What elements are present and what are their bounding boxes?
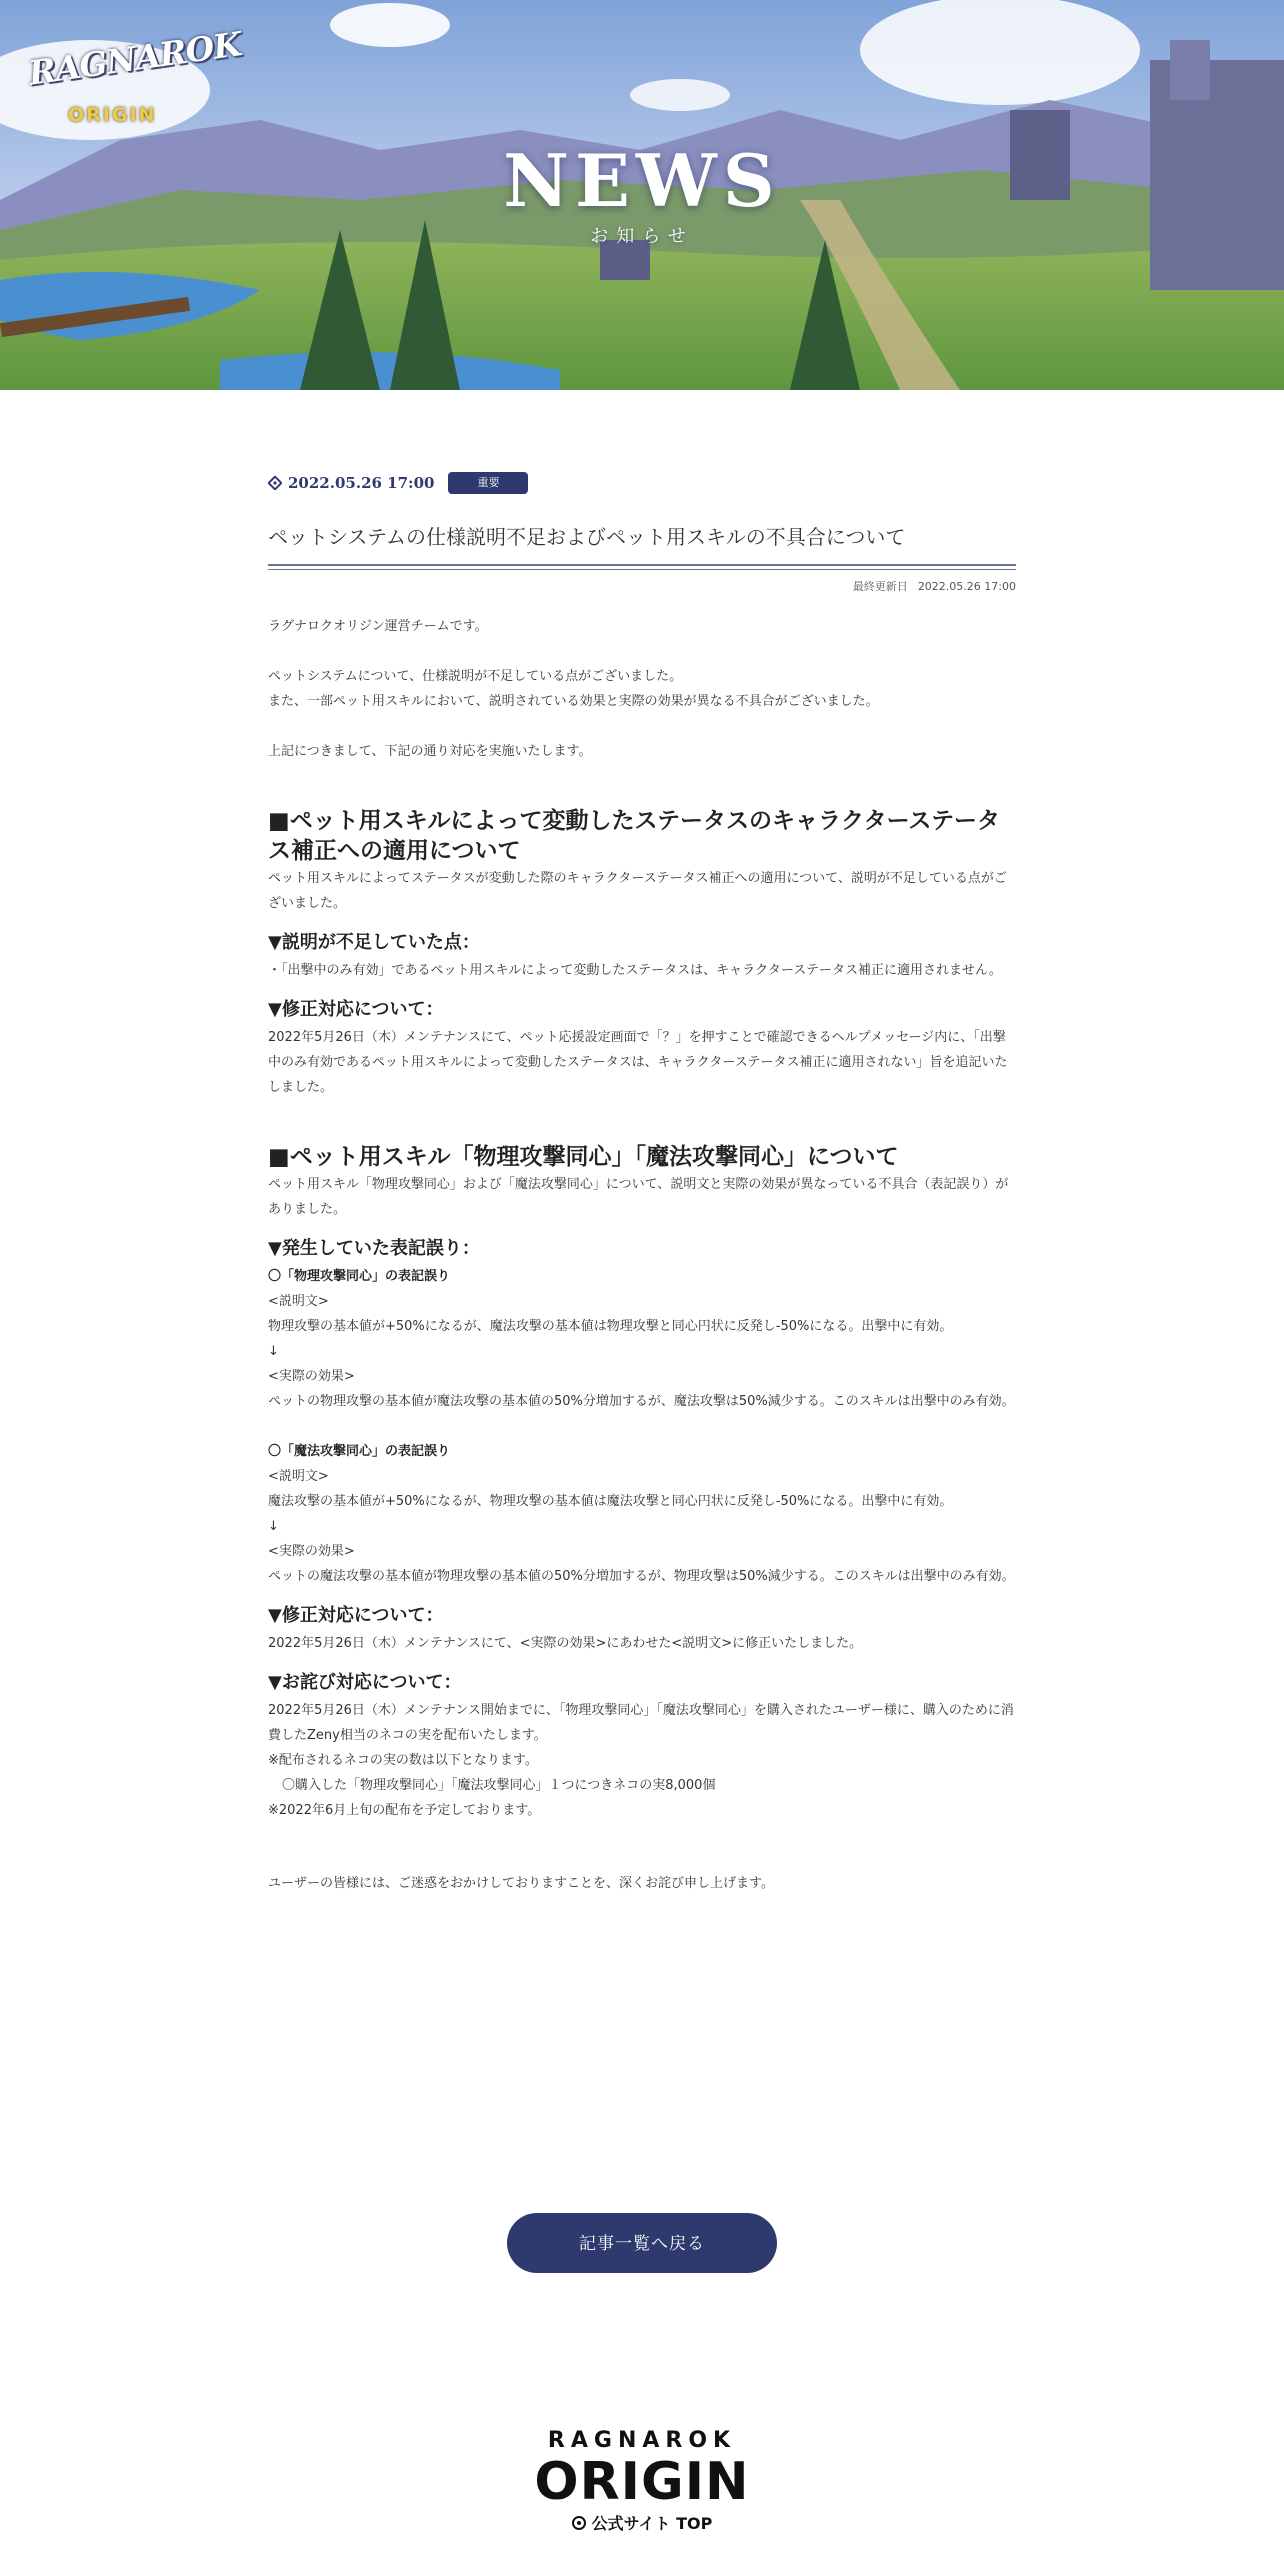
last-updated-label: 最終更新日	[852, 580, 908, 593]
intro-line: また、一部ペット用スキルにおいて、説明されている効果と実際の効果が異なる不具合がございました。	[268, 694, 879, 709]
subsection-heading: ▼説明が不足していた点：	[268, 932, 480, 953]
subsection-text: 2022年5月26日（木）メンテナンスにて、ペット応援設定画面で「？」を押すことで確認できるヘルプメッセージ内に、「出撃中のみ有効であるペット用スキルによって変動したステータスは、キャラクターステータス補正に適用されない」旨を追記いたしました。	[268, 1030, 1008, 1095]
subsection-text: 2022年5月26日（木）メンテナンスにて、<実際の効果>にあわせた<説明文>に修正いたしました。	[268, 1636, 863, 1651]
logo-subtitle: ORIGIN	[68, 104, 157, 126]
section-heading: ■ペット用スキル「物理攻撃同心」「魔法攻撃同心」について	[268, 1144, 899, 1170]
logo-wordmark: RAGNAROK	[26, 24, 244, 93]
diamond-bullet-icon	[268, 476, 282, 490]
subsection-note: 〇購入した「物理攻撃同心」「魔法攻撃同心」１つにつきネコの実8,000個	[282, 1778, 716, 1793]
subsection-heading: ▼修正対応について：	[268, 999, 444, 1020]
official-site-top-label: 公式サイト TOP	[591, 2514, 713, 2533]
actual-effect-text: ペットの物理攻撃の基本値が魔法攻撃の基本値の50%分増加するが、魔法攻撃は50%減少する。このスキルは出撃中のみ有効。	[268, 1394, 1015, 1409]
news-article	[268, 470, 1016, 1896]
error-item-title: 〇「魔法攻撃同心」の表記誤り	[268, 1444, 451, 1459]
subsection-note: ※2022年6月上旬の配布を予定しております。	[268, 1803, 541, 1818]
description-label: <説明文>	[268, 1469, 329, 1484]
description-label: <説明文>	[268, 1294, 329, 1309]
article-body	[268, 614, 1016, 1896]
last-updated-date: 2022.05.26 17:00	[917, 580, 1016, 593]
subsection-heading: ▼修正対応について：	[268, 1605, 444, 1626]
intro-line: 上記につきまして、下記の通り対応を実施いたします。	[268, 744, 592, 759]
site-logo[interactable]	[26, 24, 244, 138]
arrow-down: ↓	[268, 1344, 279, 1359]
closing-apology: ユーザーの皆様には、ご迷惑をおかけしておりますことを、深くお詫び申し上げます。	[268, 1876, 774, 1891]
actual-effect-text: ペットの魔法攻撃の基本値が物理攻撃の基本値の50%分増加するが、物理攻撃は50%減少する。このスキルは出撃中のみ有効。	[268, 1569, 1015, 1584]
actual-effect-label: <実際の効果>	[268, 1544, 355, 1559]
intro-greeting: ラグナロクオリジン運営チームです。	[268, 619, 488, 634]
footer-logo-top: RAGNAROK	[547, 2428, 737, 2453]
subsection-heading: ▼お詫び対応について：	[268, 1672, 462, 1693]
subsection-text: ・「出撃中のみ有効」であるペット用スキルによって変動したステータスは、キャラクターステータス補正に適用されません。	[268, 963, 1002, 978]
back-to-list-button[interactable]: 記事一覧へ戻る	[507, 2213, 777, 2273]
footer-logo[interactable]	[527, 2428, 757, 2538]
error-item-title: 〇「物理攻撃同心」の表記誤り	[268, 1269, 451, 1284]
subsection-note: ※配布されるネコの実の数は以下となります。	[268, 1753, 538, 1768]
article-date: 2022.05.26 17:00	[288, 474, 435, 492]
section-description: ペット用スキル「物理攻撃同心」および「魔法攻撃同心」について、説明文と実際の効果が異なっている不具合（表記誤り）がありました。	[268, 1177, 1009, 1217]
hero-banner	[0, 0, 1284, 390]
actual-effect-label: <実際の効果>	[268, 1369, 355, 1384]
article-meta	[268, 470, 1016, 496]
subsection-heading: ▼発生していた表記誤り：	[268, 1238, 480, 1259]
section-heading: ■ペット用スキルによって変動したステータスのキャラクターステータス補正への適用について	[268, 808, 1000, 864]
circle-arrow-icon	[572, 2516, 586, 2530]
intro-line: ペットシステムについて、仕様説明が不足している点がございました。	[268, 669, 683, 684]
page-title: NEWS	[503, 138, 781, 223]
description-text: 物理攻撃の基本値が+50%になるが、魔法攻撃の基本値は物理攻撃と同心円状に反発し-50%になる。出撃中に有効。	[268, 1319, 953, 1334]
arrow-down: ↓	[268, 1519, 279, 1534]
subsection-text: 2022年5月26日（木）メンテナンス開始までに、「物理攻撃同心」「魔法攻撃同心」を購入されたユーザー様に、購入のために消費したZeny相当のネコの実を配布いたします。	[268, 1703, 1014, 1743]
importance-badge: 重要	[448, 472, 528, 494]
page-subtitle: お知らせ	[590, 226, 694, 247]
article-title: ペットシステムの仕様説明不足およびペット用スキルの不具合について	[268, 525, 906, 549]
description-text: 魔法攻撃の基本値が+50%になるが、物理攻撃の基本値は魔法攻撃と同心円状に反発し-50%になる。出撃中に有効。	[268, 1494, 953, 1509]
official-site-top-link[interactable]	[527, 2511, 757, 2534]
footer-logo-main: ORIGIN	[534, 2452, 750, 2512]
last-updated	[268, 578, 1016, 594]
title-divider	[268, 564, 1016, 570]
section-description: ペット用スキルによってステータスが変動した際のキャラクターステータス補正への適用について、説明が不足している点がございました。	[268, 871, 1007, 911]
